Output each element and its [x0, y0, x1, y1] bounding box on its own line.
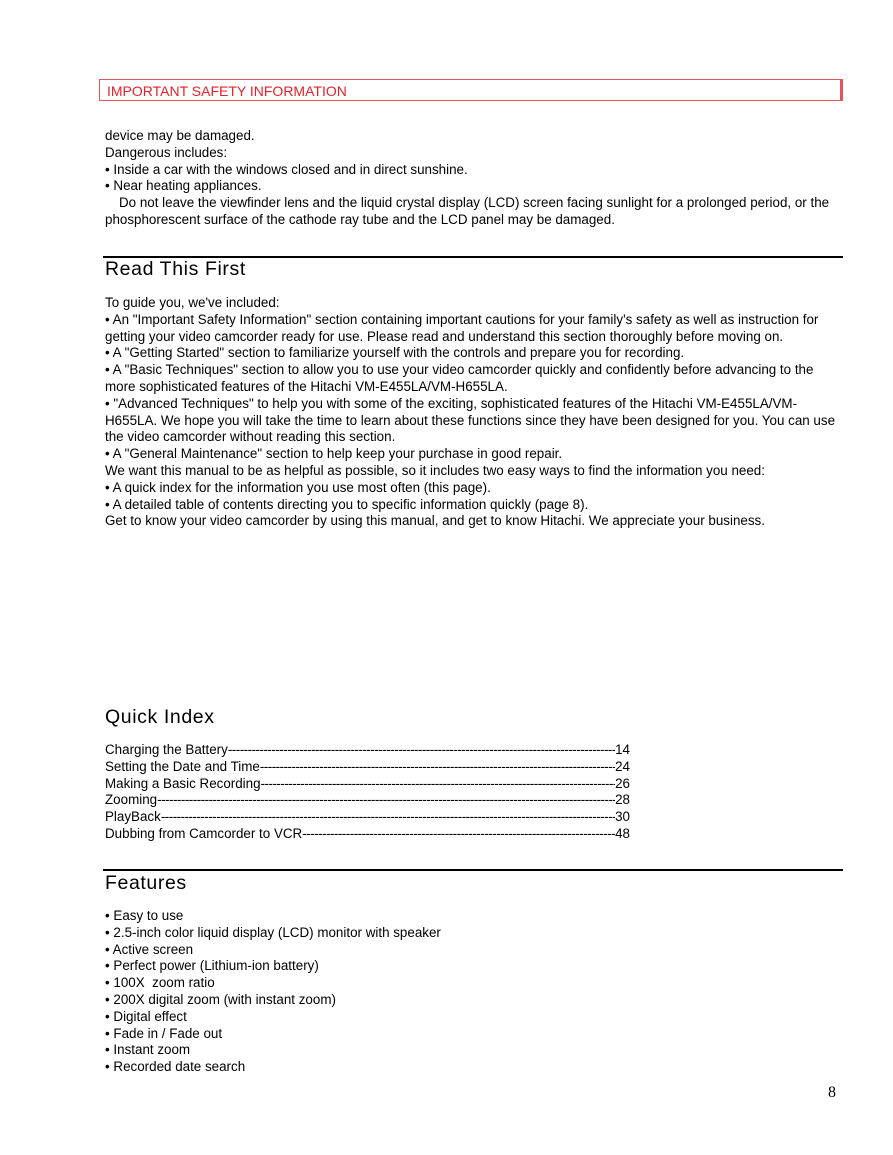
features-list [105, 908, 845, 1076]
body-line: Get to know your video camcorder by using this manual, and get to know Hitachi. We appreciate your business. [105, 513, 765, 529]
index-entry[interactable] [105, 776, 630, 793]
feature-item: • 2.5-inch color liquid display (LCD) monitor with speaker [105, 924, 441, 940]
dot-leader [157, 792, 615, 809]
index-entry-label: Charging the Battery [105, 742, 228, 757]
body-line: • A "Basic Techniques" section to allow you to use your video camcorder quickly and confidently before advancing to the more sophisticated features of the Hitachi VM-E455LA/VM-H655LA. [105, 362, 814, 394]
quick-index-title: Quick Index [105, 706, 215, 728]
intro-line: device may be damaged. [105, 128, 255, 143]
index-entry-label: Zooming [105, 792, 158, 808]
body-line: • An "Important Safety Information" section containing important cautions for your family's safety as well as instruction for getting your video camcorder ready for use. Please read and understand this section thoroughly before moving on. [105, 311, 819, 344]
body-line: • A quick index for the information you use most often (this page). [105, 479, 491, 495]
body-line: We want this manual to be as helpful as possible, so it includes two easy ways to find the information you need: [105, 462, 765, 478]
dot-leader [302, 826, 615, 843]
intro-line: Dangerous includes: [105, 144, 228, 160]
feature-item: • Active screen [105, 941, 194, 957]
index-entry-page: 14 [615, 742, 630, 757]
read-this-first-title: Read This First [105, 258, 246, 280]
page-number: 8 [828, 1084, 836, 1101]
index-entry[interactable] [105, 809, 630, 826]
index-entry-page: 24 [615, 758, 630, 774]
dot-leader [260, 759, 615, 776]
dot-leader [228, 742, 615, 759]
feature-item: • Easy to use [105, 908, 184, 923]
feature-item: • Digital effect [105, 1008, 187, 1024]
index-entry-page: 48 [615, 825, 630, 841]
index-entry-label: Dubbing from Camcorder to VCR [105, 825, 303, 841]
read-this-first-body [105, 295, 845, 530]
features-title: Features [105, 872, 187, 894]
intro-paragraph: Do not leave the viewfinder lens and the liquid crystal display (LCD) screen facing sunlight for a prolonged period, or the phosphorescent surface of the cathode ray tube and the LCD panel may be damaged. [105, 195, 830, 227]
index-entry[interactable] [105, 792, 630, 809]
feature-item: • Instant zoom [105, 1042, 191, 1058]
feature-item: • 200X digital zoom (with instant zoom) [105, 991, 336, 1007]
index-entry[interactable] [105, 759, 630, 776]
index-entry-page: 28 [615, 792, 630, 808]
index-entry-label: Setting the Date and Time [105, 758, 260, 774]
index-entry-page: 30 [615, 809, 630, 825]
intro-line: • Near heating appliances. [105, 178, 262, 194]
quick-index-list [105, 742, 845, 843]
body-line: To guide you, we've included: [105, 295, 280, 310]
feature-item: • Fade in / Fade out [105, 1025, 223, 1041]
index-entry[interactable] [105, 826, 630, 843]
index-entry-page: 26 [615, 775, 630, 791]
body-line: • A "Getting Started" section to familiarize yourself with the controls and prepare you for recording. [105, 345, 685, 361]
feature-item: • 100X zoom ratio [105, 975, 215, 991]
index-entry[interactable] [105, 742, 630, 759]
dot-leader [161, 809, 615, 826]
dot-leader [261, 776, 616, 793]
index-entry-label: Making a Basic Recording [105, 775, 261, 791]
body-line: • "Advanced Techniques" to help you with some of the exciting, sophisticated features of the Hitachi VM-E455LA/VM-H655LA. We hope you will take the time to learn about these functions since they have been designed for you. You can use the video camcorder without reading this section. [105, 395, 836, 445]
intro-line: • Inside a car with the windows closed and in direct sunshine. [105, 161, 468, 177]
section-header: IMPORTANT SAFETY INFORMATION [99, 79, 843, 101]
section-rule [103, 869, 843, 871]
body-line: • A "General Maintenance" section to help keep your purchase in good repair. [105, 446, 563, 462]
intro-block [105, 128, 845, 229]
feature-item: • Recorded date search [105, 1059, 246, 1075]
body-line: • A detailed table of contents directing you to specific information quickly (page 8). [105, 496, 589, 512]
feature-item: • Perfect power (Lithium-ion battery) [105, 958, 319, 974]
index-entry-label: PlayBack [105, 809, 161, 825]
